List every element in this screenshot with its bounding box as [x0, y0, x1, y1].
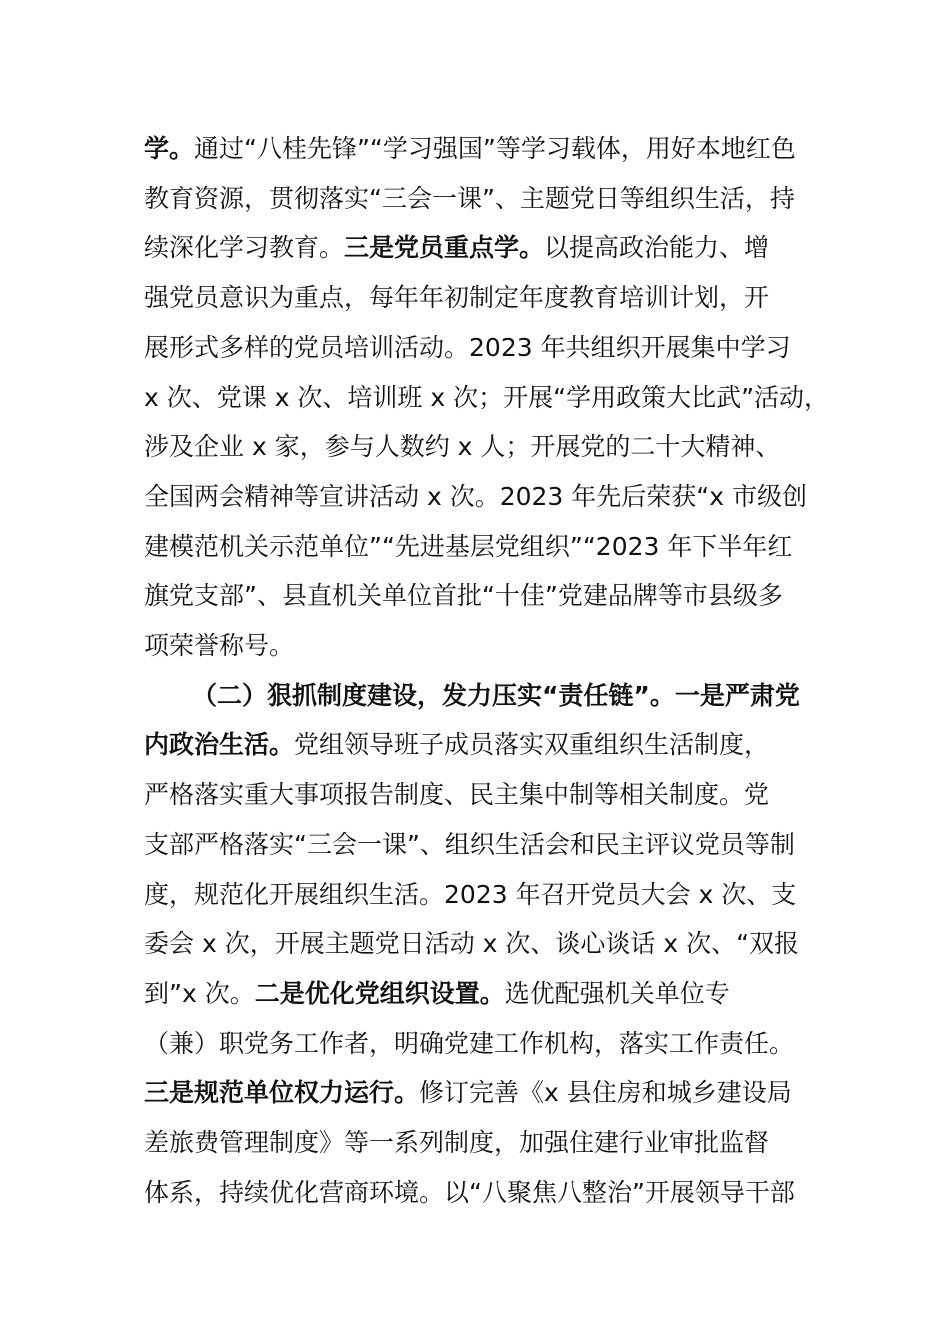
body-text: 选优配强机关单位专	[504, 978, 730, 1008]
body-text: x 次、党课 x 次、培训班 x 次；开展“学用政策大比武”活动，	[144, 382, 830, 412]
body-text: 强党员意识为重点，每年年初制定年度教育培训计划，开	[144, 283, 770, 313]
text-line	[144, 1019, 844, 1069]
text-line	[144, 770, 844, 820]
body-text: 委会 x 次，开展主题党日活动 x 次、谈心谈话 x 次、“双报	[144, 929, 800, 959]
body-text: 到”x 次。	[144, 978, 255, 1008]
text-line	[144, 720, 844, 770]
body-text: 旗党支部”、县直机关单位首批“十佳”党建品牌等市县级多	[144, 581, 783, 611]
text-line	[144, 373, 844, 423]
text-line	[192, 671, 892, 721]
text-line	[144, 422, 844, 472]
body-text: 差旅费管理制度》等一系列制度，加强住建行业审批监督	[144, 1128, 770, 1157]
body-text: 项荣誉称号。	[144, 631, 295, 660]
body-text: 体系，持续优化营商环境。以“八聚焦八整治”开展领导干部	[144, 1177, 795, 1207]
text-line	[144, 1168, 844, 1218]
text-line	[144, 969, 844, 1019]
text-line	[144, 522, 844, 572]
body-text: 续深化学习教育。	[144, 233, 345, 263]
body-text: 严格落实重大事项报告制度、民主集中制等相关制度。党	[144, 780, 770, 810]
text-line	[144, 919, 844, 969]
body-text: 教育资源，贯彻落实“三会一课”、主题党日等组织生活，持	[144, 183, 795, 213]
text-line	[144, 1068, 844, 1118]
bold-heading-text: 学。	[144, 134, 195, 163]
text-line	[144, 571, 844, 621]
text-line	[144, 1118, 844, 1168]
bold-heading-text: 三是规范单位权力运行。	[144, 1078, 420, 1108]
text-line	[144, 870, 844, 920]
text-line	[144, 223, 844, 273]
text-line	[144, 174, 844, 224]
body-text: 支部严格落实“三会一课”、组织生活会和民主评议党员等制	[144, 829, 795, 859]
body-text: 修订完善《x 县住房和城乡建设局	[419, 1078, 792, 1108]
body-text: （兼）职党务工作者，明确党建工作机构，落实工作责任。	[144, 1028, 795, 1058]
text-line	[144, 124, 844, 174]
bold-heading-text: 二是优化党组织设置。	[254, 978, 505, 1008]
body-text: 以提高政治能力、增	[544, 233, 770, 263]
bold-heading-text: （二）狠抓制度建设，发力压实“责任链”。一是严肃党	[192, 680, 800, 710]
text-line	[144, 621, 844, 671]
body-text: 度，规范化开展组织生活。2023 年召开党员大会 x 次、支	[144, 879, 797, 909]
body-text: 建模范机关示范单位”“先进基层党组织”“2023 年下半年红	[144, 531, 793, 561]
text-line	[144, 472, 844, 522]
text-line	[144, 273, 844, 323]
body-text: 通过“八桂先锋”“学习强国”等学习载体，用好本地红色	[194, 134, 796, 163]
body-text: 全国两会精神等宣讲活动 x 次。2023 年先后荣获“x 市级创	[144, 481, 807, 511]
bold-heading-text: 三是党员重点学。	[344, 233, 545, 263]
text-line	[144, 323, 844, 373]
body-text: 涉及企业 x 家，参与人数约 x 人；开展党的二十大精神、	[144, 432, 781, 462]
text-line	[144, 820, 844, 870]
body-text: 党组领导班子成员落实双重组织生活制度，	[294, 730, 770, 760]
bold-heading-text: 内政治生活。	[144, 730, 295, 760]
body-text: 展形式多样的党员培训活动。2023 年共组织开展集中学习	[144, 332, 791, 362]
